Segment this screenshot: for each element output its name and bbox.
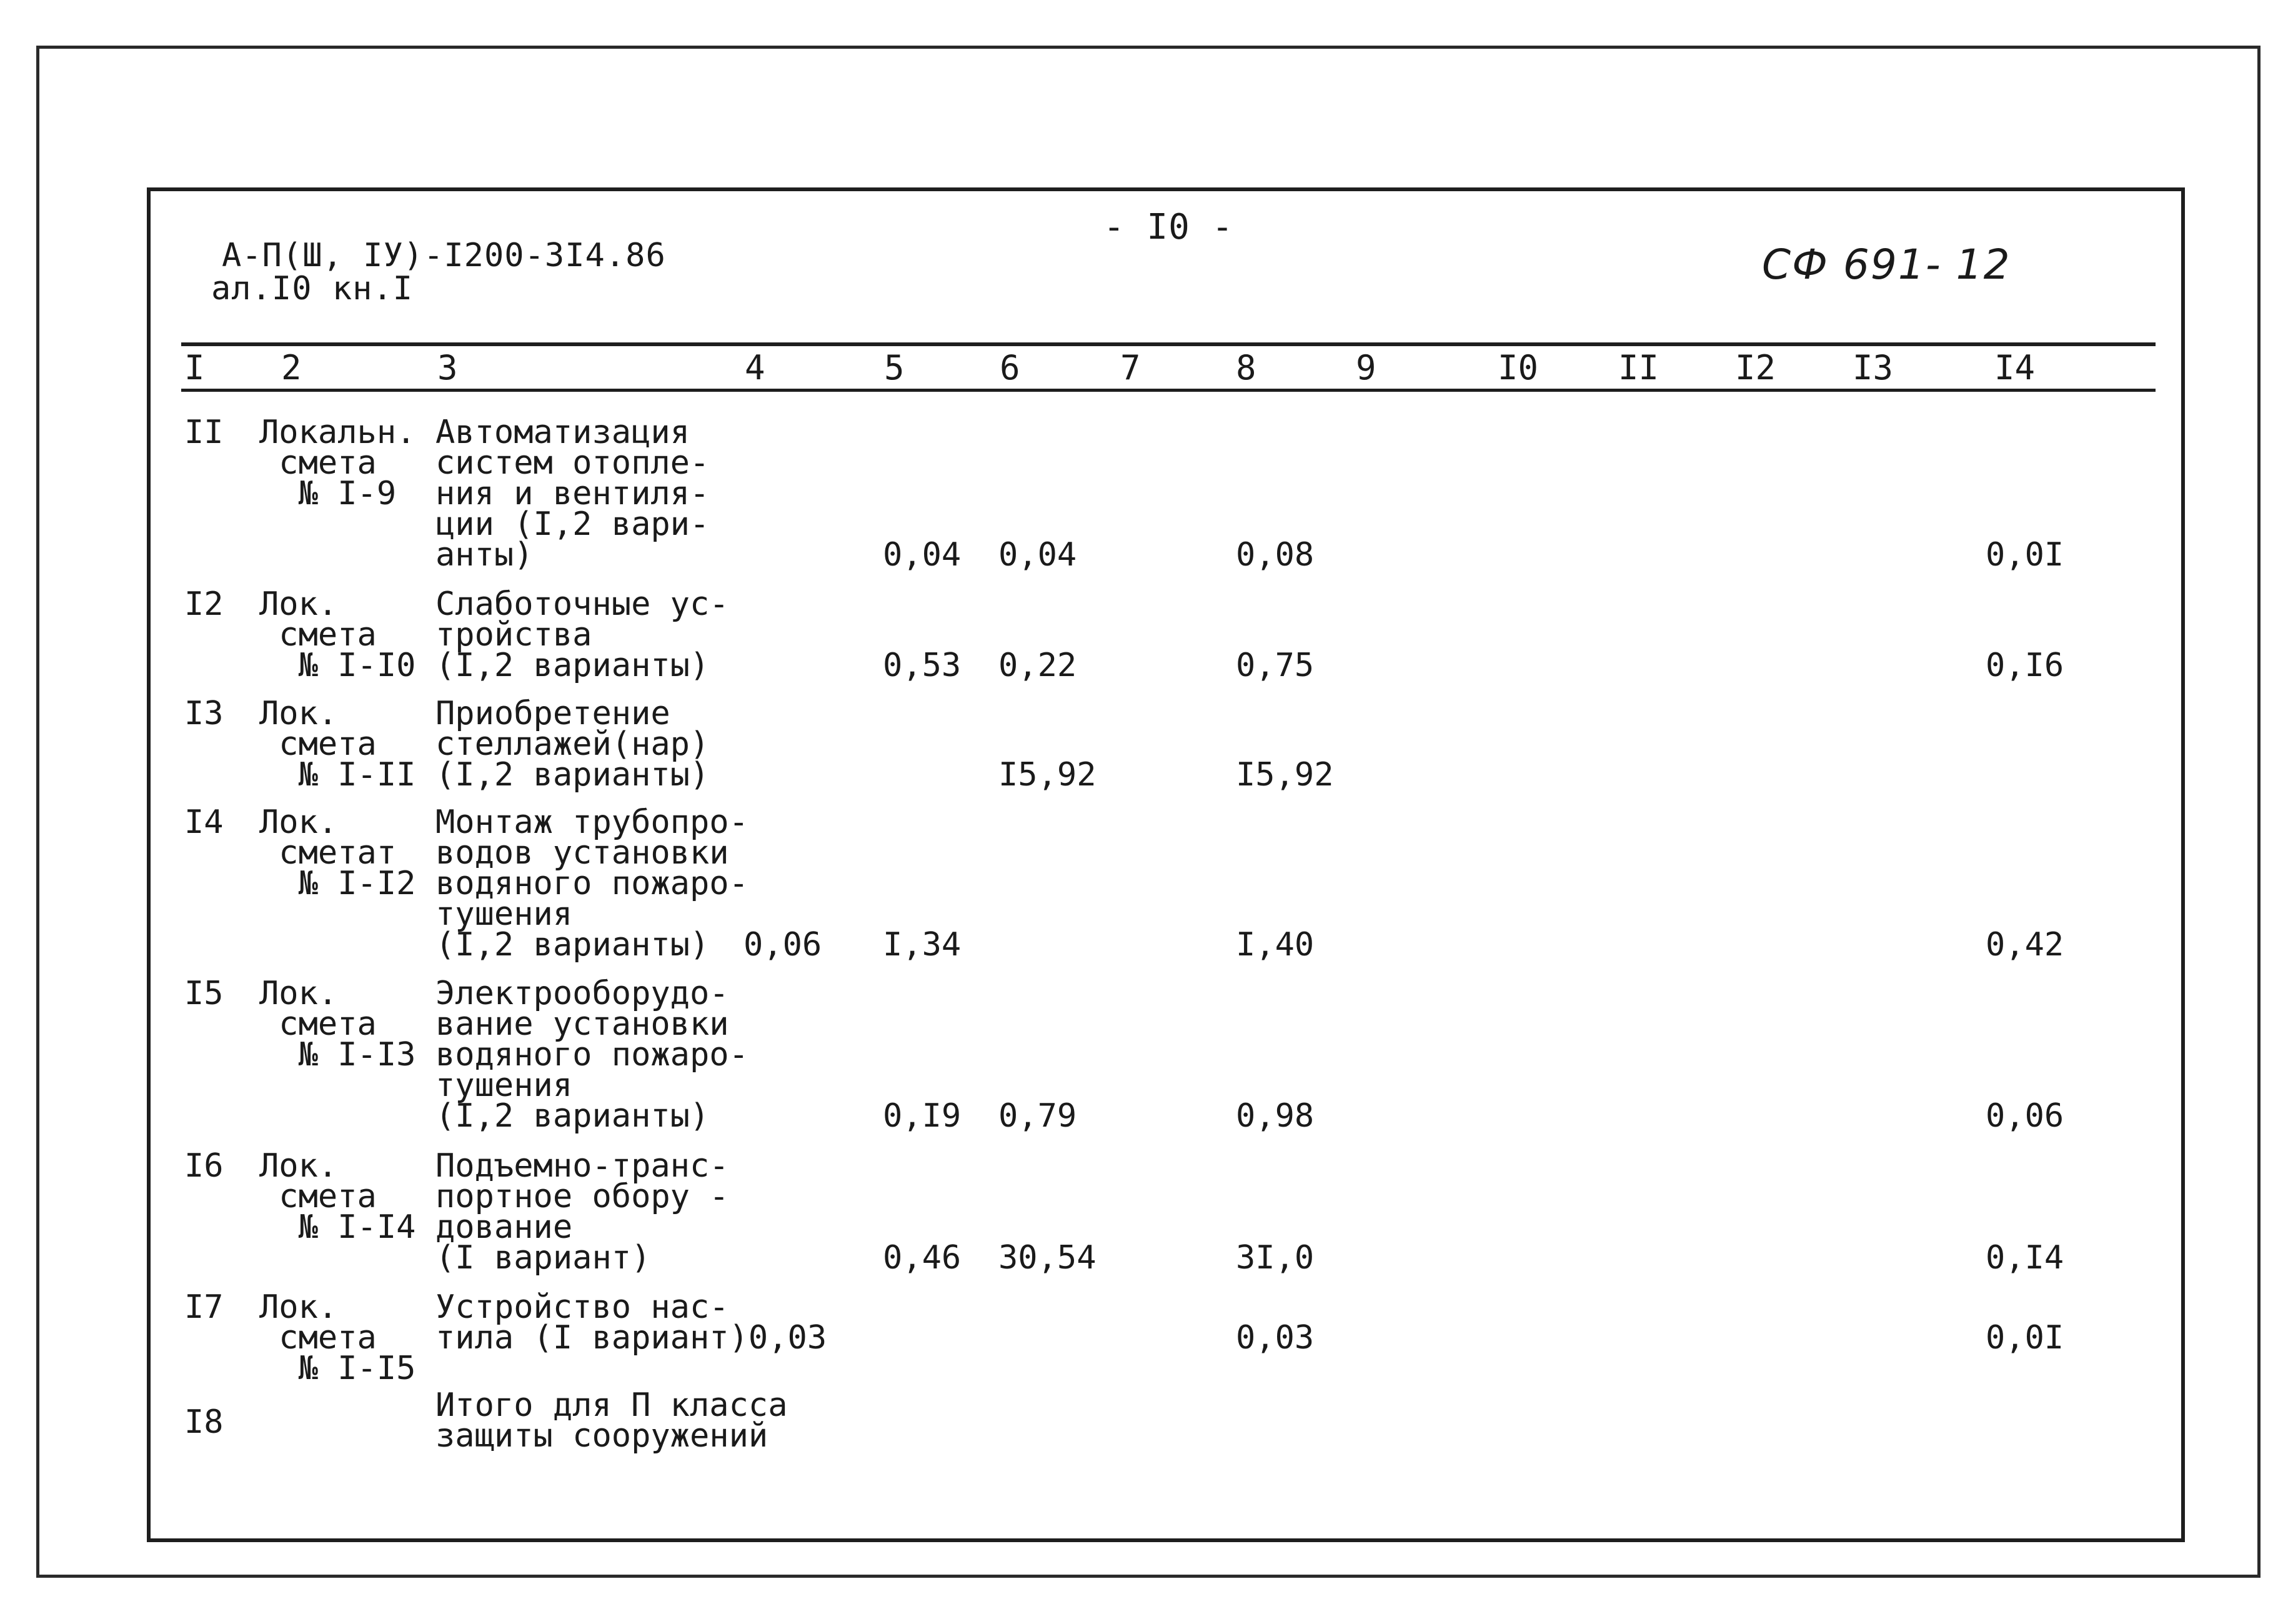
column-number: 5: [884, 348, 905, 387]
work-description: анты): [435, 536, 534, 574]
row-number: I2: [184, 585, 224, 623]
work-description: водов установки: [435, 834, 729, 872]
estimate-reference: смета: [259, 1178, 377, 1215]
estimate-reference: Лок.: [259, 975, 338, 1012]
estimate-reference: смета: [259, 1319, 377, 1357]
page-number: - I0 -: [1103, 207, 1234, 247]
estimate-reference: № I-I5: [259, 1350, 416, 1387]
work-description: ния и вентиля-: [435, 475, 710, 512]
work-description: Электрооборудо-: [435, 975, 729, 1012]
column-number: 2: [281, 348, 302, 387]
value-col-4: 0,06: [744, 926, 822, 964]
sheet-reference: ал.I0 кн.I: [211, 270, 414, 307]
work-description: (I вариант): [435, 1239, 651, 1277]
work-description: вание установки: [435, 1005, 729, 1043]
value-col-8: 0,03: [1236, 1319, 1315, 1357]
work-description: Автоматизация: [435, 414, 690, 451]
estimate-reference: Лок.: [259, 695, 338, 732]
work-description: (I,2 варианты): [435, 756, 710, 794]
work-description: (I,2 варианты): [435, 1097, 710, 1135]
column-number: I2: [1735, 348, 1776, 387]
row-number: I6: [184, 1147, 224, 1185]
column-number: 4: [745, 348, 765, 387]
work-description: Слаботочные ус-: [435, 585, 729, 623]
value-col-6: 0,79: [998, 1097, 1077, 1135]
column-number: I3: [1853, 348, 1894, 387]
row-number: I8: [184, 1403, 224, 1441]
value-col-8: I,40: [1236, 926, 1315, 964]
work-description: систем отопле-: [435, 444, 710, 482]
work-description: Устройство нас-: [435, 1288, 729, 1326]
work-description: ции (I,2 вари-: [435, 506, 710, 543]
estimate-reference: смета: [259, 1005, 377, 1043]
row-number: I7: [184, 1288, 224, 1326]
document-code: А-П(Ш, IУ)-I200-3I4.86: [222, 237, 666, 274]
estimate-reference: сметат: [259, 834, 397, 872]
work-description: стеллажей(нар): [435, 725, 710, 763]
estimate-reference: Лок.: [259, 804, 338, 841]
column-number: I0: [1498, 348, 1539, 387]
work-description: дование: [435, 1208, 573, 1246]
estimate-reference: Локальн.: [259, 414, 416, 451]
value-col-8: I5,92: [1236, 756, 1334, 794]
row-number: II: [184, 414, 224, 451]
estimate-reference: смета: [259, 444, 377, 482]
work-description: (I,2 варианты): [435, 647, 710, 684]
column-number: 9: [1356, 348, 1376, 387]
work-description: портное обору -: [435, 1178, 729, 1215]
estimate-reference: Лок.: [259, 1288, 338, 1326]
value-col-14: 0,0I: [1986, 536, 2064, 574]
column-number: II: [1618, 348, 1659, 387]
value-col-5: 0,04: [883, 536, 962, 574]
work-description: тила (I вариант)0,03: [435, 1319, 827, 1357]
value-col-8: 0,08: [1236, 536, 1315, 574]
value-col-6: 0,04: [998, 536, 1077, 574]
work-description: тушения: [435, 895, 573, 933]
value-col-8: 3I,0: [1236, 1239, 1315, 1277]
work-description: защиты сооружений: [435, 1417, 768, 1455]
estimate-reference: № I-I2: [259, 865, 416, 902]
table-header-bottom-rule: [181, 389, 2156, 392]
work-description: тушения: [435, 1067, 573, 1104]
work-description: водяного пожаро-: [435, 865, 749, 902]
column-number: 6: [1000, 348, 1020, 387]
value-col-8: 0,75: [1236, 647, 1315, 684]
value-col-14: 0,I6: [1986, 647, 2064, 684]
estimate-reference: № I-I4: [259, 1208, 416, 1246]
column-number: 3: [437, 348, 458, 387]
estimate-reference: № I-I3: [259, 1036, 416, 1074]
value-col-14: 0,06: [1986, 1097, 2064, 1135]
value-col-14: 0,I4: [1986, 1239, 2064, 1277]
estimate-reference: № I-9: [259, 475, 397, 512]
work-description: тройства: [435, 616, 592, 654]
value-col-5: 0,46: [883, 1239, 962, 1277]
column-number: I: [184, 348, 205, 387]
value-col-8: 0,98: [1236, 1097, 1315, 1135]
work-description: (I,2 варианты): [435, 926, 710, 964]
column-number: 8: [1236, 348, 1256, 387]
work-description: Приобретение: [435, 695, 670, 732]
column-number: 7: [1120, 348, 1141, 387]
row-number: I4: [184, 804, 224, 841]
work-description: Монтаж трубопро-: [435, 804, 749, 841]
estimate-reference: № I-II: [259, 756, 416, 794]
estimate-reference: № I-I0: [259, 647, 416, 684]
row-number: I5: [184, 975, 224, 1012]
estimate-reference: Лок.: [259, 585, 338, 623]
work-description: водяного пожаро-: [435, 1036, 749, 1074]
estimate-reference: смета: [259, 725, 377, 763]
table-header-top-rule: [181, 342, 2156, 346]
value-col-5: 0,I9: [883, 1097, 962, 1135]
value-col-14: 0,0I: [1986, 1319, 2064, 1357]
value-col-5: I,34: [883, 926, 962, 964]
column-number: I4: [1994, 348, 2036, 387]
work-description: Подъемно-транс-: [435, 1147, 729, 1185]
work-description: Итого для П класса: [435, 1387, 788, 1424]
value-col-6: 0,22: [998, 647, 1077, 684]
value-col-6: 30,54: [998, 1239, 1097, 1277]
estimate-reference: Лок.: [259, 1147, 338, 1185]
estimate-reference: смета: [259, 616, 377, 654]
handwritten-stamp: СФ 691- 12: [1762, 241, 2011, 289]
row-number: I3: [184, 695, 224, 732]
value-col-14: 0,42: [1986, 926, 2064, 964]
value-col-5: 0,53: [883, 647, 962, 684]
value-col-6: I5,92: [998, 756, 1097, 794]
